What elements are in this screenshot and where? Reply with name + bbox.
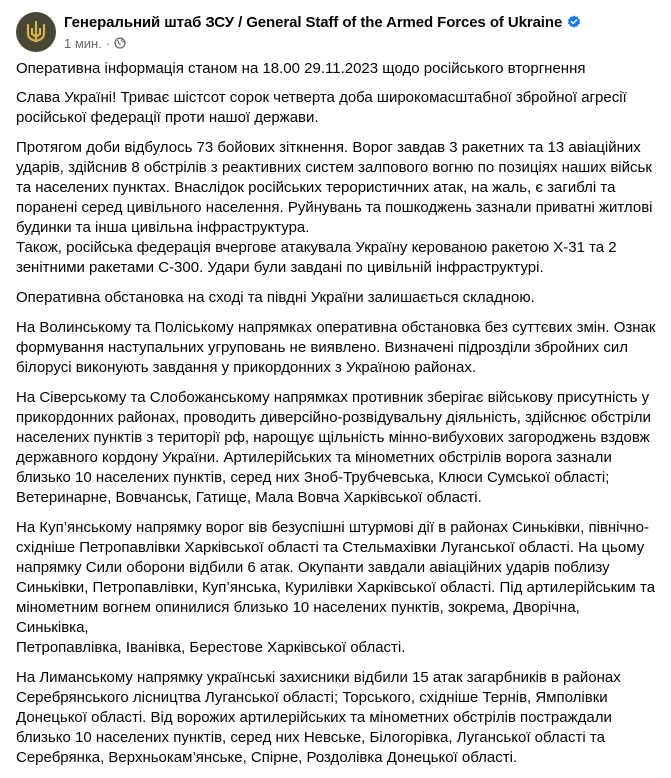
trident-emblem-icon: [23, 19, 49, 45]
post-paragraph: На Волинському та Поліському напрямках оперативна обстановка без суттєвих змін. Ознак формування наступальних угруповань не виявлено. Визначені підрозділи збройних сил білорусі виконують завдання у прикордонних з Україною районах.: [16, 319, 656, 376]
avatar[interactable]: [16, 12, 56, 52]
post-paragraph: Слава Україні! Триває шістсот сорок четверта доба широкомасштабної збройної агресії російської федерації проти нашої держави.: [16, 89, 627, 126]
post-body: [16, 59, 656, 778]
post-paragraph: Протягом доби відбулось 73 бойових зіткнення. Ворог завдав 3 ракетних та 13 авіаційних ударів, здійснив 8 обстрілів з реактивних систем залпового вогню по позиціях наших військ та населених пунктах. Внаслідок російських терористичних атак, на жаль, є загиблі та поранені серед цивільного населення. Руйнувань та пошкоджень зазнали приватні житлові будинки та інша цивільна інфраструктура. Також, російська федерація вчергове атакувала Україну керованою ракетою Х-31 та 2 зенітними ракетами С-300. Удари були завдані по цивільній інфраструктурі.: [16, 139, 653, 276]
post-paragraph: На Лиманському напрямку українські захисники відбили 15 атак загарбників в районах Серебрянського лісництва Луганської області; Торського, східніше Тернів, Ямполівки Донецької області. Від ворожих артилерійських та мінометних обстрілів постраждали близько 10 населених пунктів, серед них Невське, Білогорівка, Луганської області та Серебрянка, Верхньокам’янське, Спірне, Роздолівка Донецької області.: [16, 669, 621, 766]
post-paragraph: На Сіверському та Слобожанському напрямках противник зберігає військову присутність у прикордонних районах, проводить диверсійно-розвідувальну діяльність, здійснює обстріли населених пунктів з території рф, нарощує щільність мінно-вибухових загороджень вздовж державного кордону України. Артилерійських та мінометних обстрілів ворога зазнали близько 10 населених пунктів, серед них Зноб-Трубчевська, Клюси Сумської області; Ветеринарне, Вовчанськ, Гатище, Мала Вовча Харківської області.: [16, 389, 651, 506]
post-timestamp[interactable]: 1 мин.: [64, 35, 102, 51]
author-line: [64, 12, 581, 32]
meta-separator: ·: [105, 35, 111, 51]
author-name[interactable]: Генеральний штаб ЗСУ / General Staff of the Armed Forces of Ukraine: [64, 13, 563, 31]
verified-badge-icon: [567, 15, 581, 29]
post-paragraph: Оперативна обстановка на сході та півдні України залишається складною.: [16, 289, 535, 306]
post-meta: [64, 12, 581, 52]
post-paragraph: На Куп’янському напрямку ворог вів безуспішні штурмові дії в районах Синьківки, північно- східніше Петропавлівки Харківської області та Стельмахівки Луганської області. На цьому напрямку Сили оборони відбили 6 атак. Окупанти завдали авіаційних ударів поблизу Синьківки, Петропавлівки, Куп’янська, Курилівки Харківської області. Під артилерійським та мінометним вогнем опинилися близько 10 населених пунктів, зокрема, Дворічна, Синьківка, Петропавлівка, Іванівка, Берестове Харківської області.: [16, 519, 656, 656]
post-paragraph-title: Оперативна інформація станом на 18.00 29.11.2023 щодо російського вторгнення: [16, 60, 586, 77]
post-header: [16, 12, 581, 56]
globe-icon[interactable]: [114, 37, 126, 49]
post-subline: [64, 34, 581, 52]
